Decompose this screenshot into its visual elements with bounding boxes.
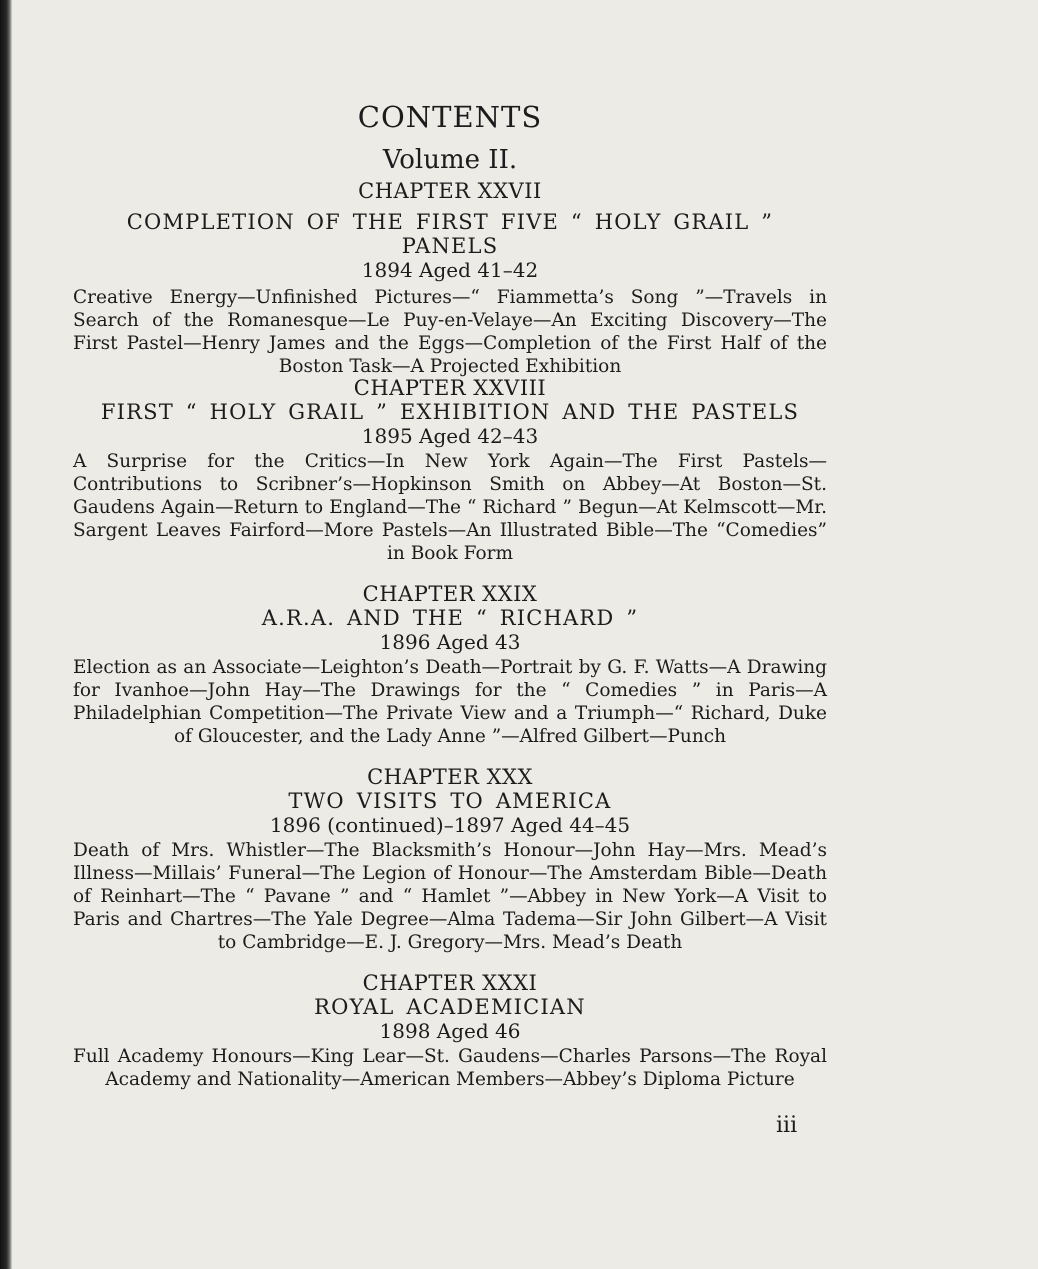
chapter-entry-xxvii bbox=[73, 180, 827, 378]
page-title: CONTENTS bbox=[357, 100, 543, 134]
chapter-entry-xxviii bbox=[73, 377, 827, 565]
chapter-title: COMPLETION OF THE FIRST FIVE “ HOLY GRAIL ” PANELS bbox=[126, 210, 774, 258]
chapter-date: 1896 Aged 43 bbox=[379, 630, 521, 654]
chapter-number: CHAPTER XXXI bbox=[362, 971, 538, 995]
chapter-number: CHAPTER XXVII bbox=[358, 179, 542, 203]
chapter-summary: Death of Mrs. Whistler—The Blacksmith’s Honour—John Hay—Mrs. Mead’s Illness—Millais’ Funeral—The Legion of Honour—The Amsterdam Bible—Death of Reinhart—The “ Pavane ” and “ Hamlet ”—Abbey in New York—A Visit to Paris and Chartres—The Yale Degree—Alma Tadema—Sir John Gilbert—A Visit to Cambridge—E. J. Gregory—Mrs. Mead’s Death bbox=[73, 840, 827, 953]
chapter-title: A.R.A. AND THE “ RICHARD ” bbox=[261, 606, 639, 630]
chapter-number: CHAPTER XXVIII bbox=[353, 376, 547, 400]
chapter-entry-xxxi bbox=[73, 972, 827, 1091]
chapter-summary: A Surprise for the Critics—In New York Again—The First Pastels—Contributions to Scribner’s—Hopkinson Smith on Abbey—At Boston—St. Gaudens Again—Return to England—The “ Richard ” Begun—At Kelmscott—Mr. Sargent Leaves Fairford—More Pastels—An Illustrated Bible—The “Comedies” in Book Form bbox=[73, 451, 827, 564]
book-spine-shadow bbox=[0, 0, 12, 1269]
chapter-title: FIRST “ HOLY GRAIL ” EXHIBITION AND THE PASTELS bbox=[100, 400, 800, 424]
chapter-title: TWO VISITS TO AMERICA bbox=[288, 789, 612, 813]
volume-heading: Volume II. bbox=[382, 145, 518, 175]
page-number: iii bbox=[776, 1113, 798, 1138]
chapter-date: 1895 Aged 42–43 bbox=[361, 424, 539, 448]
chapter-summary: Election as an Associate—Leighton’s Death—Portrait by G. F. Watts—A Drawing for Ivanhoe—John Hay—The Drawings for the “ Comedies ” in Paris—A Philadelphian Competition—The Private View and a Triumph—“ Richard, Duke of Gloucester, and the Lady Anne ”—Alfred Gilbert—Punch bbox=[73, 657, 827, 747]
chapter-number: CHAPTER XXX bbox=[367, 765, 533, 789]
chapter-summary: Creative Energy—Unfinished Pictures—“ Fiammetta’s Song ”—Travels in Search of the Romanesque—Le Puy-en-Velaye—An Exciting Discovery—The First Pastel—Henry James and the Eggs—Completion of the First Half of the Boston Task—A Projected Exhibition bbox=[73, 287, 827, 377]
chapter-number: CHAPTER XXIX bbox=[362, 582, 538, 606]
chapter-summary: Full Academy Honours—King Lear—St. Gaudens—Charles Parsons—The Royal Academy and Nationality—American Members—Abbey’s Diploma Picture bbox=[73, 1046, 827, 1090]
chapter-date: 1896 (continued)–1897 Aged 44–45 bbox=[269, 813, 631, 837]
chapter-entry-xxix bbox=[73, 583, 827, 748]
chapter-date: 1894 Aged 41–42 bbox=[361, 258, 539, 282]
chapter-entry-xxx bbox=[73, 766, 827, 954]
chapter-date: 1898 Aged 46 bbox=[379, 1019, 521, 1043]
chapter-title: ROYAL ACADEMICIAN bbox=[314, 995, 586, 1019]
